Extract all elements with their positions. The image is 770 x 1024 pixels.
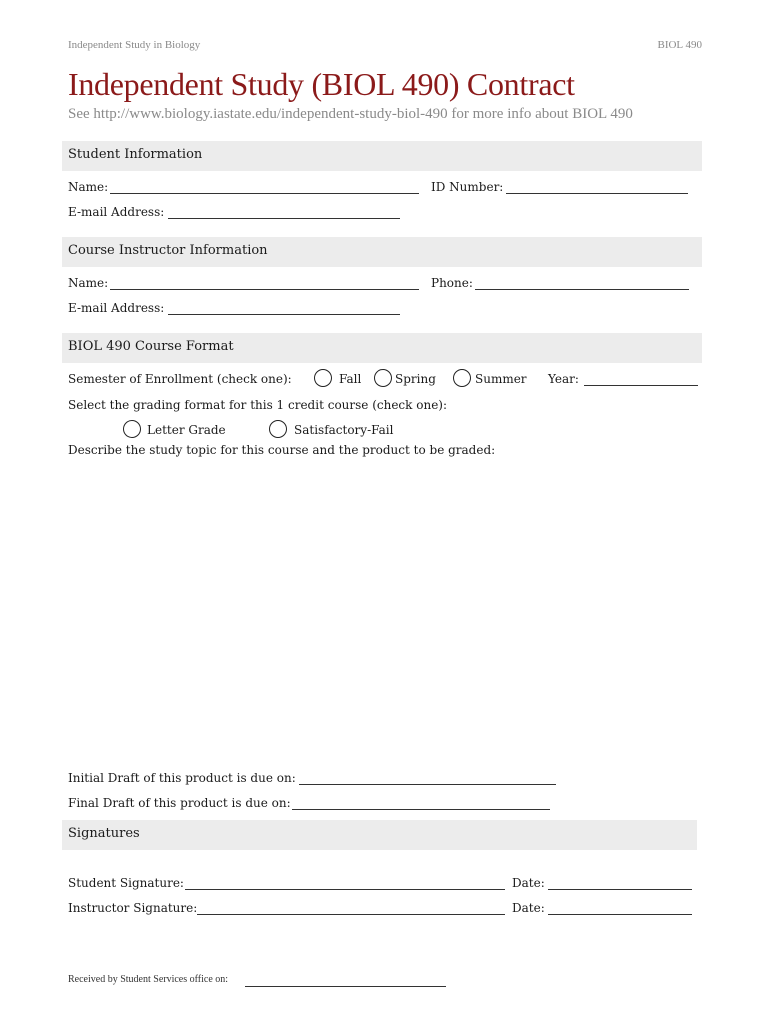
section-heading: Course Instructor Information <box>68 243 268 258</box>
section-heading: Student Information <box>68 147 203 162</box>
instructor-name-field[interactable] <box>110 289 419 290</box>
student-name-field[interactable] <box>110 193 419 194</box>
student-signature-field[interactable] <box>185 889 505 890</box>
describe-label: Describe the study topic for this course and the product to be graded: <box>68 443 496 457</box>
final-draft-field[interactable] <box>292 809 550 810</box>
satisfactory-fail-checkbox[interactable] <box>269 420 287 438</box>
section-signatures <box>62 820 697 850</box>
section-course-format <box>62 333 702 363</box>
student-date-label: Date: <box>512 876 545 890</box>
spring-checkbox[interactable] <box>374 369 392 387</box>
student-name-label: Name: <box>68 180 109 194</box>
student-email-field[interactable] <box>168 218 400 219</box>
satisfactory-fail-label: Satisfactory-Fail <box>294 423 394 437</box>
instructor-signature-field[interactable] <box>197 914 505 915</box>
fall-label: Fall <box>339 372 362 386</box>
instructor-phone-label: Phone: <box>431 276 473 290</box>
fall-checkbox[interactable] <box>314 369 332 387</box>
section-instructor-information <box>62 237 702 267</box>
year-field[interactable] <box>584 385 698 386</box>
page-subtitle: See http://www.biology.iastate.edu/independent-study-biol-490 for more info about BIOL 490 <box>68 106 633 122</box>
letter-grade-checkbox[interactable] <box>123 420 141 438</box>
student-id-label: ID Number: <box>431 180 504 194</box>
initial-draft-label: Initial Draft of this product is due on: <box>68 771 296 785</box>
instructor-signature-label: Instructor Signature: <box>68 901 198 915</box>
section-student-information <box>62 141 702 171</box>
header-right-text: BIOL 490 <box>657 39 702 51</box>
instructor-name-label: Name: <box>68 276 109 290</box>
instructor-date-label: Date: <box>512 901 545 915</box>
semester-label: Semester of Enrollment (check one): <box>68 372 292 386</box>
header-left-text: Independent Study in Biology <box>68 39 201 51</box>
initial-draft-field[interactable] <box>299 784 556 785</box>
instructor-email-field[interactable] <box>168 314 400 315</box>
instructor-date-field[interactable] <box>548 914 692 915</box>
summer-checkbox[interactable] <box>453 369 471 387</box>
instructor-email-label: E-mail Address: <box>68 301 165 315</box>
letter-grade-label: Letter Grade <box>147 423 226 437</box>
year-label: Year: <box>548 372 579 386</box>
page-title: Independent Study (BIOL 490) Contract <box>68 66 575 102</box>
study-description-area[interactable] <box>62 468 702 758</box>
received-label: Received by Student Services office on: <box>68 974 229 985</box>
summer-label: Summer <box>475 372 527 386</box>
spring-label: Spring <box>395 372 436 386</box>
student-email-label: E-mail Address: <box>68 205 165 219</box>
section-heading: Signatures <box>68 826 140 841</box>
instructor-phone-field[interactable] <box>475 289 689 290</box>
student-signature-label: Student Signature: <box>68 876 184 890</box>
final-draft-label: Final Draft of this product is due on: <box>68 796 291 810</box>
student-id-field[interactable] <box>506 193 688 194</box>
grading-label: Select the grading format for this 1 credit course (check one): <box>68 398 448 412</box>
section-heading: BIOL 490 Course Format <box>68 339 234 354</box>
received-date-field[interactable] <box>245 986 446 987</box>
student-date-field[interactable] <box>548 889 692 890</box>
